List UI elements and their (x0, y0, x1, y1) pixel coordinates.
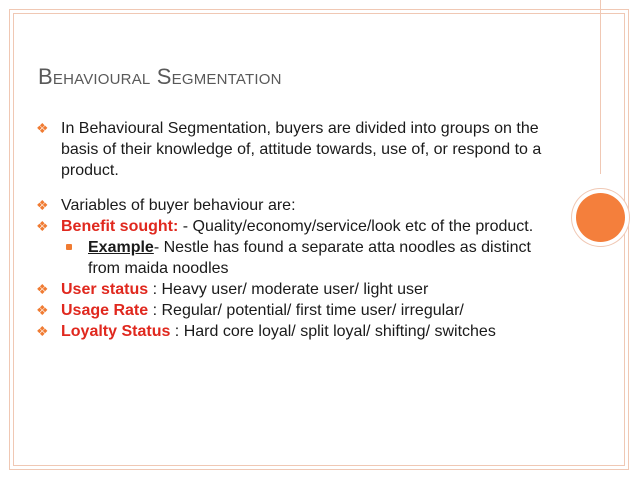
bullet-item-benefit (34, 216, 564, 237)
usage-rate-text: : Regular/ potential/ first time user/ irregular/ (148, 302, 464, 319)
decorative-circle (576, 193, 625, 242)
bullet-item-usage-rate (34, 300, 564, 321)
loyalty-text: : Hard core loyal/ split loyal/ shifting/ switches (170, 323, 496, 340)
bullet-icon: ❖ (36, 302, 49, 318)
bullet-item-intro (34, 118, 564, 181)
usage-rate-label: Usage Rate (61, 302, 149, 319)
sub-bullet-icon (66, 244, 72, 250)
bullet-icon: ❖ (36, 120, 49, 136)
bullet-item-variables (34, 195, 564, 216)
example-text: - Nestle has found a separate atta noodles as distinct from maida noodles (88, 239, 531, 277)
bullet-item-user-status (34, 279, 564, 300)
bullet-icon: ❖ (36, 218, 49, 234)
bullet-icon: ❖ (36, 197, 49, 213)
slide-title: Behavioural Segmentation (38, 64, 282, 89)
variables-text: Variables of buyer behaviour are: (61, 197, 296, 214)
example-label: Example (88, 239, 154, 256)
loyalty-label: Loyalty Status (61, 323, 171, 340)
bullet-icon: ❖ (36, 323, 49, 339)
benefit-text: - Quality/economy/service/look etc of the product. (178, 218, 534, 235)
sub-bullet-example (34, 237, 564, 279)
benefit-label: Benefit sought: (61, 218, 179, 235)
intro-text: In Behavioural Segmentation, buyers are divided into groups on the basis of their knowledge of, attitude towards, use of, or respond to a product. (61, 120, 542, 179)
bullet-icon: ❖ (36, 281, 49, 297)
user-status-label: User status (61, 281, 149, 298)
user-status-text: : Heavy user/ moderate user/ light user (148, 281, 429, 298)
bullet-list (34, 118, 564, 342)
bullet-item-loyalty (34, 321, 564, 342)
decorative-line (600, 0, 601, 174)
